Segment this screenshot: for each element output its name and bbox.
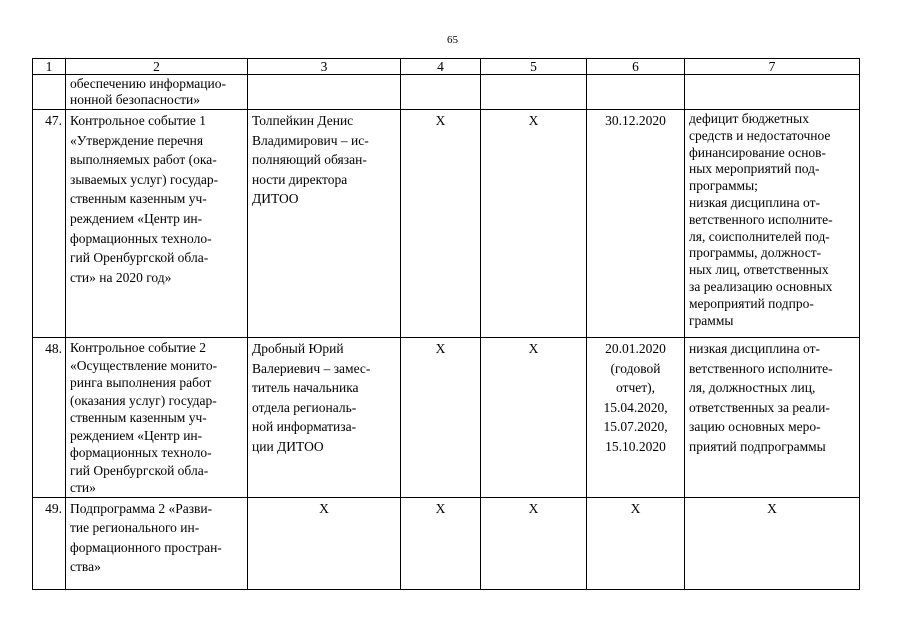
header-cell-5: 5 [481,59,587,75]
plan-table [32,58,860,590]
table-row [33,110,860,338]
table-row [33,497,860,589]
col4-cell [401,75,481,110]
event-cell: Контрольное событие 2 «Осуществление монито- ринга выполнения работ (оказания услуг) государ- ственным казенным уч- реждением «Центр ин- формационных техноло- гий Оренбургской обла- сти» [66,338,248,498]
event-cell: Контрольное событие 1 «Утверждение перечня выполняемых работ (ока- зываемых услуг) государ- ственным казенным уч- реждением «Центр ин- формационных техноло- гий Оренбургской обла- сти» на 2020 год» [66,110,248,338]
col5-cell: Х [481,497,587,589]
risks-cell: Х [685,497,860,589]
row-number: 48. [33,338,66,498]
responsible-cell: Толпейкин Денис Владимирович – ис- полняющий обязан- ности директора ДИТОО [248,110,401,338]
col4-cell: Х [401,497,481,589]
risks-cell [685,75,860,110]
header-cell-1: 1 [33,59,66,75]
date-cell: 30.12.2020 [587,110,685,338]
page-number: 65 [447,34,458,46]
header-cell-4: 4 [401,59,481,75]
responsible-cell: Дробный Юрий Валериевич – замес- титель начальника отдела региональ- ной информатиза- ции ДИТОО [248,338,401,498]
row-number: 49. [33,497,66,589]
risks-cell: низкая дисциплина от- ветственного исполните- ля, должностных лиц, ответственных за реали- зацию основных меро- приятий подпрограммы [685,338,860,498]
header-cell-3: 3 [248,59,401,75]
header-row [33,59,860,75]
event-cell: обеспечению информацио- нонной безопасности» [66,75,248,110]
date-cell: 20.01.2020 (годовой отчет), 15.04.2020, 15.07.2020, 15.10.2020 [587,338,685,498]
date-cell [587,75,685,110]
col4-cell: Х [401,110,481,338]
date-cell: Х [587,497,685,589]
responsible-cell [248,75,401,110]
col5-cell: Х [481,338,587,498]
table-row [33,338,860,498]
col5-cell: Х [481,110,587,338]
header-cell-2: 2 [66,59,248,75]
risks-cell: дефицит бюджетных средств и недостаточное финансирование основ- ных мероприятий под- программы; низкая дисциплина от- ветственного исполните- ля, соисполнителей под- программы, должност- ных лиц, ответственных за реализацию основных мероприятий подпро- граммы [685,110,860,338]
header-cell-7: 7 [685,59,860,75]
row-number: 47. [33,110,66,338]
table-row [33,75,860,110]
col5-cell [481,75,587,110]
col4-cell: Х [401,338,481,498]
responsible-cell: Х [248,497,401,589]
header-cell-6: 6 [587,59,685,75]
row-number [33,75,66,110]
event-cell: Подпрограмма 2 «Разви- тие регионального ин- формационного простран- ства» [66,497,248,589]
